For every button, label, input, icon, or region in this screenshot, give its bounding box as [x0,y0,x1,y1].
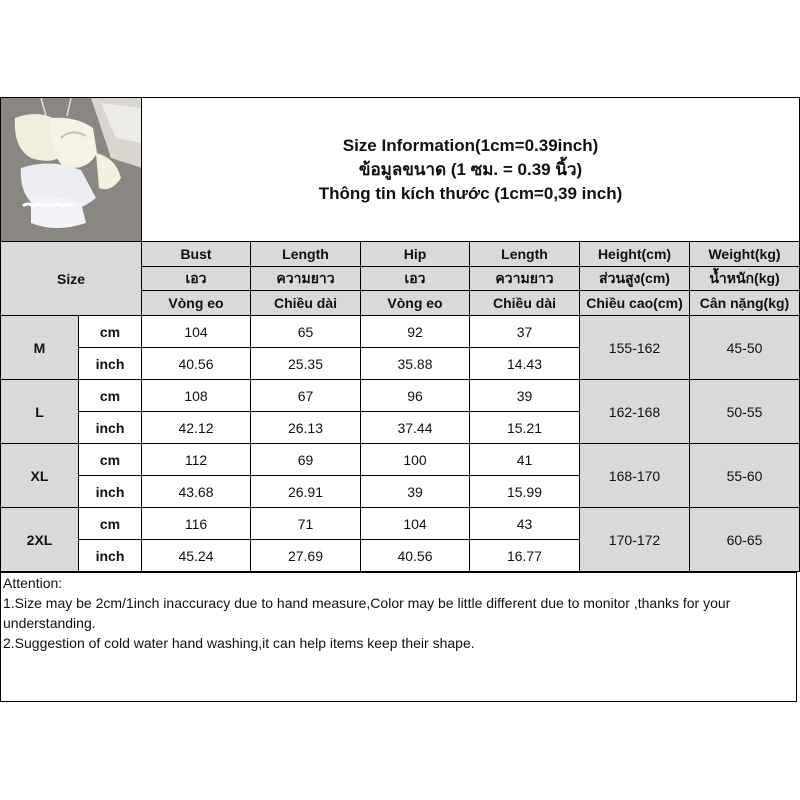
col-header-th: ส่วนสูง(cm) [580,267,690,291]
size-name: L [1,380,79,444]
attention-notes [0,572,797,702]
table-cell: 112 [142,444,251,476]
table-cell: 96 [361,380,470,412]
size-name: XL [1,444,79,508]
col-header-th: เอว [142,267,251,291]
col-header-en: Length [251,242,361,267]
height-range: 170-172 [580,508,690,572]
notes-heading: Attention: [3,575,63,591]
unit-label: inch [79,540,142,572]
table-cell: 14.43 [470,348,580,380]
col-header-vi: Chiều dài [470,291,580,316]
notes-line-2: 2.Suggestion of cold water hand washing,it can help items keep their shape. [3,635,475,651]
col-header-th: เอว [361,267,470,291]
table-cell: 41 [470,444,580,476]
unit-label: cm [79,380,142,412]
size-chart-table [0,97,800,572]
unit-label: cm [79,508,142,540]
weight-range: 50-55 [690,380,800,444]
table-cell: 104 [142,316,251,348]
product-photo-icon [1,98,142,241]
unit-label: inch [79,476,142,508]
col-header-vi: Cân nặng(kg) [690,291,800,316]
table-cell: 100 [361,444,470,476]
unit-label: inch [79,348,142,380]
table-cell: 43 [470,508,580,540]
col-header-en: Length [470,242,580,267]
table-cell: 116 [142,508,251,540]
table-cell: 15.21 [470,412,580,444]
table-cell: 65 [251,316,361,348]
title-vietnamese: Thông tin kích thước (1cm=0,39 inch) [318,183,623,203]
table-row [1,316,800,348]
weight-range: 45-50 [690,316,800,380]
size-name: 2XL [1,508,79,572]
table-cell: 69 [251,444,361,476]
col-header-th: น้ำหนัก(kg) [690,267,800,291]
table-cell: 15.99 [470,476,580,508]
table-cell: 26.91 [251,476,361,508]
table-cell: 71 [251,508,361,540]
table-row [1,508,800,540]
title-english: Size Information(1cm=0.39inch) [342,135,599,155]
unit-label: cm [79,316,142,348]
col-header-vi: Vòng eo [142,291,251,316]
product-photo [1,98,142,242]
col-header-vi: Chiều dài [251,291,361,316]
table-cell: 67 [251,380,361,412]
col-header-th: ความยาว [251,267,361,291]
title-thai: ข้อมูลขนาด (1 ซม. = 0.39 นิ้ว) [358,159,583,179]
table-cell: 16.77 [470,540,580,572]
col-header-en: Bust [142,242,251,267]
table-row [1,380,800,412]
table-cell: 40.56 [142,348,251,380]
col-header-en: Hip [361,242,470,267]
height-range: 168-170 [580,444,690,508]
table-cell: 27.69 [251,540,361,572]
col-header-th: ความยาว [470,267,580,291]
table-cell: 45.24 [142,540,251,572]
unit-label: inch [79,412,142,444]
col-header-vi: Vòng eo [361,291,470,316]
table-cell: 25.35 [251,348,361,380]
size-name: M [1,316,79,380]
table-cell: 35.88 [361,348,470,380]
table-cell: 104 [361,508,470,540]
table-cell: 26.13 [251,412,361,444]
table-row [1,444,800,476]
table-cell: 37.44 [361,412,470,444]
weight-range: 60-65 [690,508,800,572]
table-cell: 39 [361,476,470,508]
table-cell: 40.56 [361,540,470,572]
table-cell: 42.12 [142,412,251,444]
weight-range: 55-60 [690,444,800,508]
table-cell: 108 [142,380,251,412]
col-header-vi: Chiều cao(cm) [580,291,690,316]
table-cell: 43.68 [142,476,251,508]
height-range: 162-168 [580,380,690,444]
table-cell: 92 [361,316,470,348]
notes-line-1: 1.Size may be 2cm/1inch inaccuracy due to hand measure,Color may be little different due to monitor ,thanks for your understanding. [3,595,731,631]
table-cell: 39 [470,380,580,412]
height-range: 155-162 [580,316,690,380]
unit-label: cm [79,444,142,476]
col-header-en: Height(cm) [580,242,690,267]
table-cell: 37 [470,316,580,348]
col-header-en: Weight(kg) [690,242,800,267]
size-heading: Size [1,242,142,316]
size-info-header [142,98,800,242]
